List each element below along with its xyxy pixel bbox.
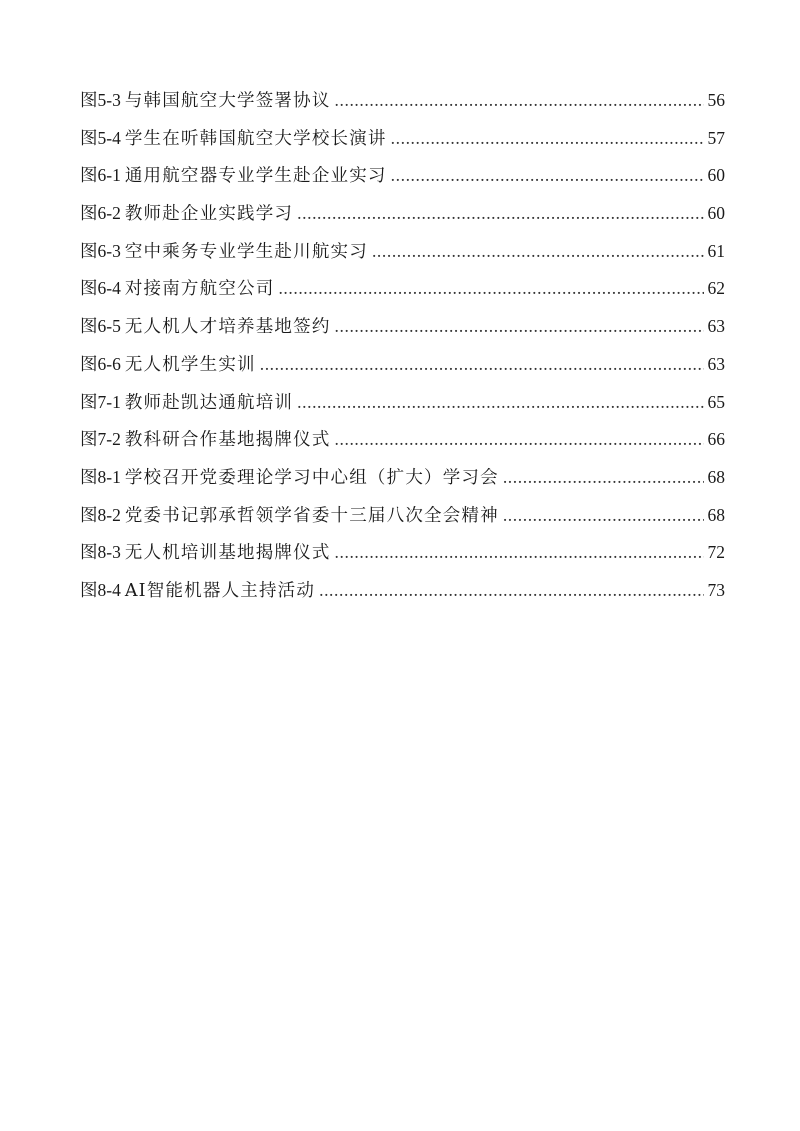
page-number: 56 — [707, 90, 725, 110]
figure-number: 图7-1 — [80, 391, 121, 412]
figure-title: 无人机培训基地揭牌仪式 — [124, 543, 331, 564]
figure-title: 通用航空器专业学生赴企业实习 — [124, 166, 387, 187]
page-number: 62 — [707, 278, 725, 299]
dot-leader — [278, 270, 703, 308]
dot-leader — [335, 534, 704, 572]
toc-entry[interactable] — [80, 270, 725, 308]
figure-title: 空中乘务专业学生赴川航实习 — [124, 241, 368, 262]
toc-entry[interactable] — [80, 497, 725, 535]
figure-number: 图8-2 — [80, 504, 121, 525]
page-number: 68 — [707, 504, 725, 525]
figure-number: 图8-4 — [80, 579, 121, 600]
dot-leader — [297, 195, 703, 233]
page-number: 57 — [707, 127, 725, 148]
toc-entry[interactable] — [80, 534, 725, 572]
figure-number: 图6-1 — [80, 165, 121, 186]
page-number: 66 — [707, 429, 725, 450]
toc-entry[interactable] — [80, 572, 725, 610]
figure-number: 图8-3 — [80, 542, 121, 563]
toc-entry[interactable] — [80, 233, 725, 271]
figure-title: 教师赴企业实践学习 — [124, 204, 294, 225]
figure-title: 学生在听韩国航空大学校长演讲 — [124, 128, 387, 149]
figure-list — [80, 82, 725, 610]
toc-entry[interactable] — [80, 120, 725, 158]
toc-entry[interactable] — [80, 421, 725, 459]
page-number: 61 — [707, 240, 725, 261]
figure-number: 图6-6 — [80, 353, 121, 374]
toc-entry[interactable] — [80, 195, 725, 233]
figure-number: 图6-2 — [80, 203, 121, 224]
page-number: 73 — [707, 579, 725, 600]
figure-number: 图6-4 — [80, 278, 121, 299]
figure-title: 教科研合作基地揭牌仪式 — [124, 430, 331, 451]
figure-title: 学校召开党委理论学习中心组（扩大）学习会 — [124, 467, 499, 488]
dot-leader — [391, 157, 704, 195]
figure-title: 无人机学生实训 — [124, 354, 256, 375]
dot-leader — [319, 572, 703, 610]
dot-leader — [335, 82, 704, 120]
figure-title: 无人机人才培养基地签约 — [124, 317, 331, 338]
toc-entry[interactable] — [80, 157, 725, 195]
toc-entry[interactable] — [80, 459, 725, 497]
page-number: 63 — [707, 353, 725, 374]
figure-number: 图6-3 — [80, 240, 121, 261]
toc-entry[interactable] — [80, 384, 725, 422]
dot-leader — [391, 120, 704, 158]
figure-title: 党委书记郭承哲领学省委十三届八次全会精神 — [124, 505, 499, 526]
toc-entry[interactable] — [80, 308, 725, 346]
figure-number: 图8-1 — [80, 466, 121, 487]
dot-leader — [372, 233, 704, 271]
figure-title: AI智能机器人主持活动 — [124, 580, 316, 601]
page-number: 72 — [707, 542, 725, 563]
page-number: 60 — [707, 203, 725, 224]
figure-number: 图5-3 — [80, 90, 121, 110]
toc-entry[interactable] — [80, 82, 725, 120]
dot-leader — [335, 421, 704, 459]
dot-leader — [260, 346, 704, 384]
dot-leader — [503, 459, 704, 497]
figure-title: 对接南方航空公司 — [124, 279, 275, 300]
figure-title: 与韩国航空大学签署协议 — [124, 91, 331, 111]
dot-leader — [297, 384, 703, 422]
dot-leader — [503, 497, 704, 535]
page-number: 65 — [707, 391, 725, 412]
dot-leader — [335, 308, 704, 346]
figure-number: 图6-5 — [80, 316, 121, 337]
page-number: 63 — [707, 316, 725, 337]
figure-title: 教师赴凯达通航培训 — [124, 392, 294, 413]
page-number: 60 — [707, 165, 725, 186]
toc-entry[interactable] — [80, 346, 725, 384]
figure-number: 图5-4 — [80, 127, 121, 148]
figure-number: 图7-2 — [80, 429, 121, 450]
page-number: 68 — [707, 466, 725, 487]
